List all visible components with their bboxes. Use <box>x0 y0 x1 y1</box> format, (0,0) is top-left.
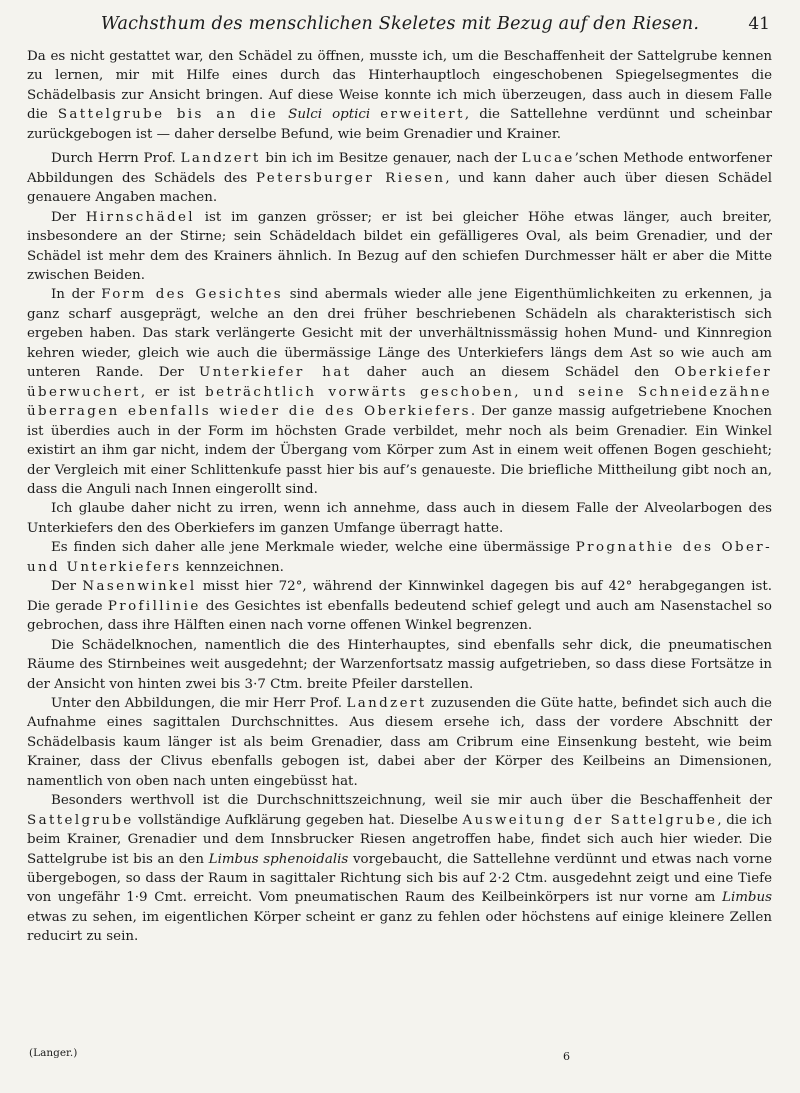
paragraph <box>27 499 772 538</box>
paragraph <box>27 285 772 499</box>
spaced-text: Hirnschädel <box>85 209 195 225</box>
text-run: vorgebaucht, die Sattellehne verdünnt und etwas nach vorne übergebogen, so dass der Raum in sagittaler Richtung sich bis auf 2·2 Ctm. ausgedehnt zeigt und eine Tiefe von ungefähr 1·9 Cmt. erreicht. Vom pneumatischen Raum des Keilbeinkörpers ist nur vorne am <box>27 851 772 906</box>
spaced-text: Sattelgrube bis an die <box>57 107 279 123</box>
spaced-text: Oberkiefer überwuchert <box>27 365 772 400</box>
spaced-text: Ausweitung der Sattelgrube <box>462 812 718 828</box>
text-run <box>278 107 288 122</box>
text-run: , die Sattellehne verdünnt und scheinbar zurückgebogen ist — daher derselbe Befund, wie beim Grenadier und Krainer. <box>27 107 772 142</box>
text-run: daher auch an diesem Schädel den <box>351 365 675 381</box>
italic-text: Limbus sphenoidalis <box>208 851 349 867</box>
running-title: Wachsthum des menschlichen Skeletes mit Bezug auf den Riesen. <box>100 14 700 34</box>
signature-mark: 6 <box>563 1050 570 1063</box>
spaced-text: Profillinie <box>107 598 201 614</box>
text-run: Die Schädelknochen, namentlich die des Hinterhauptes, sind ebenfalls sehr dick, die pneumatischen Räume des Stirnbeines weit ausgedehnt; der Warzenfortsatz massig aufgetrieben, so dass diese Fortsätze in der Ansicht von hinten zwei bis 3·7 Ctm. breite Pfeiler darstellen. <box>27 637 772 692</box>
running-header <box>30 14 770 40</box>
italic-text: Sulci optici <box>288 107 371 123</box>
text-run: Da es nicht gestattet war, den Schädel zu öffnen, musste ich, um die Beschaffenheit der Sattelgrube kennen zu lernen, mir mit Hilfe eines durch das Hinterhauptloch eingeschobenen Spiegelsegmentes die Schädelbasis zur Ansicht bringen. Auf diese Weise konnte ich mich überzeugen, dass auch in diesem Falle die <box>27 49 772 123</box>
text-run: Durch Herrn Prof. <box>51 151 181 167</box>
spaced-text: Lucae <box>521 151 575 167</box>
text-run: , und kann daher auch über diesen Schädel genauere Angaben machen. <box>27 170 772 206</box>
page-number: 41 <box>748 14 770 34</box>
text-run: zuzusenden die Güte hatte, befindet sich auch die Aufnahme eines sagittalen Durchschnittes. Aus diesem ersehe ich, dass der vordere Abschnitt der Schädelbasis kaum länger ist als beim Grenadier, dass am Cribrum eine Einsenkung besteht, wie beim Krainer, dass der Clivus ebenfalls gebogen ist, dabei aber der Körper des Keilbeins an Dimensionen, namentlich von oben nach unten eingebüsst hat. <box>27 695 772 789</box>
paragraph <box>27 694 772 791</box>
text-run <box>370 107 380 122</box>
text-run: , die ich beim Krainer, Grenadier und dem Innsbrucker Riesen angetroffen habe, findet sich auch hier wieder. Die Sattelgrube ist bis an den <box>27 812 772 867</box>
italic-text: Limbus <box>722 890 772 906</box>
text-run: sind abermals wieder alle jene Eigenthümlichkeiten zu erkennen, ja ganz scharf ausgeprägt, welche an den drei früher beschriebenen Schädeln als charakteristisch sich ergeben haben. Das stark verlängerte Gesicht mit der unverhältnissmässig hohen Mund- und Kinnregion kehren wieder, gleich wie auch die übermässige Länge des Unterkiefers längs dem Ast so wie auch am unteren Rande. Der <box>27 287 772 381</box>
text-run: Der <box>51 209 86 225</box>
text-run: kennzeichnen. <box>181 559 284 575</box>
paragraph <box>27 538 772 577</box>
text-run: Es finden sich daher alle jene Merkmale wieder, welche eine übermässige <box>51 540 576 556</box>
spaced-text: Nasenwinkel <box>82 579 197 595</box>
spaced-text: erweitert <box>380 107 465 123</box>
spaced-text: Prognathie des Ober- und Unterkiefers <box>27 540 772 575</box>
text-run: Besonders werthvoll ist die Durchschnittszeichnung, weil sie mir auch über die Beschaffenheit der <box>51 793 772 809</box>
spaced-text: Landzert <box>346 695 427 711</box>
text-run: In der <box>51 287 102 303</box>
text-run: , er ist <box>140 384 206 400</box>
body-text <box>27 47 772 947</box>
paragraph <box>27 47 772 144</box>
spaced-text: Sattelgrube <box>27 812 134 828</box>
spaced-text: Unterkiefer hat <box>199 365 352 381</box>
text-run: bin ich im Besitze genauer, nach der <box>260 151 522 167</box>
text-run: . Der ganze massig aufgetriebene Knochen ist überdies auch in der Form im höchsten Grade verbildet, mehr noch als beim Grenadier. Ein Winkel existirt an ihm gar nicht, indem der Übergang vom Körper zum Ast in einem weit offenen Bogen geschieht; der Vergleich mit einer Schlittenkufe passt hier bis auf’s genaueste. Die briefliche Mittheilung gibt noch an, dass die Anguli nach Innen eingerollt sind. <box>27 404 772 497</box>
paragraph <box>27 149 772 207</box>
paragraph <box>27 636 772 694</box>
paragraph <box>27 791 772 947</box>
text-run: misst hier 72°, während der Kinnwinkel dagegen bis auf 42° herabgegangen ist. Die gerade <box>27 579 772 614</box>
spaced-text: beträchtlich vorwärts geschoben, und seine Schneidezähne überragen ebenfalls wieder die des Oberkiefers <box>27 384 772 420</box>
text-run: Ich glaube daher nicht zu irren, wenn ich annehme, dass auch in diesem Falle der Alveolarbogen des Unterkiefers den des Oberkiefers im ganzen Umfange überragt hatte. <box>27 501 772 536</box>
spaced-text: Form des Gesichtes <box>101 287 284 303</box>
text-run: Unter den Abbildungen, die mir Herr Prof. <box>51 695 347 711</box>
text-run: ist im ganzen grösser; er ist bei gleicher Höhe etwas länger, auch breiter, insbesondere an der Stirne; sein Schädeldach bildet ein gefälligeres Oval, als beim Grenadier, und der Schädel ist mehr dem des Krainers ähnlich. In Bezug auf den schiefen Durchmesser hält er aber die Mitte zwischen Beiden. <box>27 209 772 283</box>
text-run: etwas zu sehen, im eigentlichen Körper scheint er ganz zu fehlen oder höchstens auf einige kleinere Zellen reducirt zu sein. <box>27 909 772 945</box>
spaced-text: Petersburger Riesen <box>255 170 446 186</box>
paragraph <box>27 208 772 286</box>
author-mark: (Langer.) <box>29 1047 78 1059</box>
text-run: Der <box>51 579 83 595</box>
spaced-text: Landzert <box>180 151 261 167</box>
text-run: ’schen Methode entworfener Abbildungen des Schädels des <box>27 151 772 186</box>
text-run: vollständige Aufklärung gegeben hat. Dieselbe <box>133 812 463 828</box>
text-run: des Gesichtes ist ebenfalls bedeutend schief gelegt und auch am Nasenstachel so gebrochen, dass ihre Hälften einen nach vorne offenen Winkel begrenzen. <box>27 598 772 634</box>
paragraph <box>27 577 772 635</box>
